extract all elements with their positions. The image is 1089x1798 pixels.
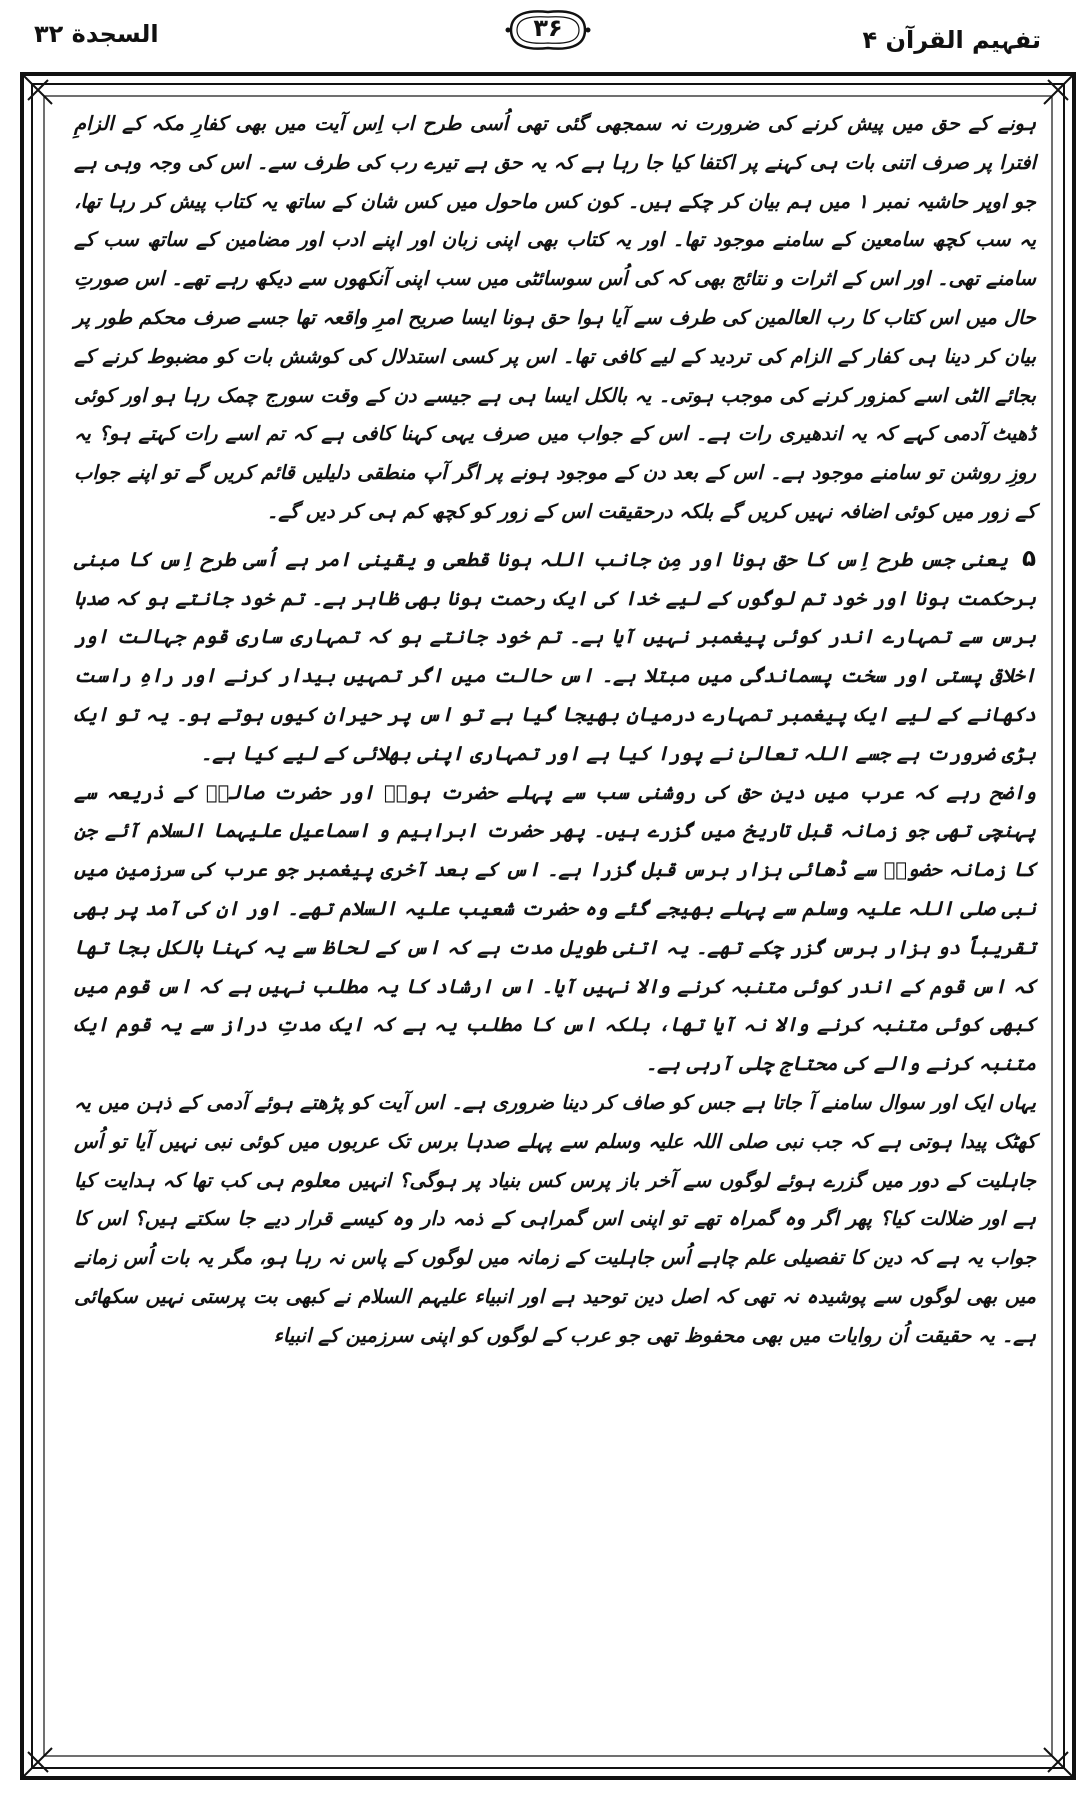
paragraph	[74, 540, 1036, 774]
surah-label: السجدة ۳۲	[34, 20, 159, 48]
running-header	[0, 0, 1089, 70]
paragraph-text: واضح رہے کہ عرب میں دینِ حق کی روشنی سب سے پہلے حضرت ہودؑ اور حضرت صالحؑ کے ذریعہ سے پہنچی تھی جو زمانہ قبل تاریخ میں گزرے ہیں۔ پھر حضرت ابراہیم و اسماعیل علیہما السلام آئے جن کا زمانہ حضورؐ سے ڈھائی ہزار برس قبل گزرا ہے۔ اس کے بعد آخری پیغمبر جو عرب کی سرزمین میں نبی صلی اللہ علیہ وسلم سے پہلے بھیجے گئے وہ حضرت شعیب علیہ السلام تھے۔ اور ان کی آمد پر بھی تقریباً دو ہزار برس گزر چکے تھے۔ یہ اتنی طویل مدت ہے کہ اس کے لحاظ سے یہ کہنا بالکل بجا تھا کہ اس قوم کے اندر کوئی متنبہ کرنے والا نہیں آیا۔ اس ارشاد کا یہ مطلب نہیں ہے کہ اس قوم میں کبھی کوئی متنبہ کرنے والا نہ آیا تھا، بلکہ اس کا مطلب یہ ہے کہ ایک مدتِ دراز سے یہ قوم ایک متنبہ کرنے والے کی محتاج چلی آرہی ہے۔	[74, 780, 1036, 1076]
page-number: ۳۶	[533, 14, 563, 42]
paragraph-text: یہاں ایک اور سوال سامنے آ جاتا ہے جس کو صاف کر دینا ضروری ہے۔ اس آیت کو پڑھتے ہوئے آدمی کے ذہن میں یہ کھٹک پیدا ہوتی ہے کہ جب نبی صلی اللہ علیہ وسلم سے پہلے صدہا برس تک عربوں میں کوئی نبی نہیں آیا تو اُس جاہلیت کے دور میں گزرے ہوئے لوگوں سے آخر باز پرس کس بنیاد پر ہوگی؟ انہیں معلوم ہی کب تھا کہ ہدایت کیا ہے اور ضلالت کیا؟ پھر اگر وہ گمراہ تھے تو اپنی اس گمراہی کے ذمہ دار وہ کیسے قرار دیے جا سکتے ہیں؟ اس کا جواب یہ ہے کہ دین کا تفصیلی علم چاہے اُس جاہلیت کے زمانہ میں لوگوں کے پاس نہ رہا ہو، مگر یہ بات اُس زمانے میں بھی لوگوں سے پوشیدہ نہ تھی کہ اصل دین توحید ہے اور انبیاء علیہم السلام نے کبھی بت پرستی نہیں سکھائی ہے۔ یہ حقیقت اُن روایات میں بھی محفوظ تھی جو عرب کے لوگوں کو اپنی سرزمین کے انبیاء	[74, 1090, 1036, 1347]
paragraph	[74, 774, 1036, 1084]
book-title: تفہیم القرآن ۴	[862, 26, 1041, 54]
paragraph	[74, 105, 1036, 532]
paragraph-text: ہونے کے حق میں پیش کرنے کی ضرورت نہ سمجھی گئی تھی اُسی طرح اب اِس آیت میں بھی کفارِ مکہ کے الزامِ افترا پر صرف اتنی بات ہی کہنے پر اکتفا کیا جا رہا ہے کہ یہ حق ہے تیرے رب کی طرف سے۔ اس کی وجہ وہی ہے جو اوپر حاشیہ نمبر ۱ میں ہم بیان کر چکے ہیں۔ کون کس ماحول میں کس شان کے ساتھ یہ کتاب پیش کر رہا تھا، یہ سب کچھ سامعین کے سامنے موجود تھا۔ اور یہ کتاب بھی اپنی زبان اور اپنے ادب اور مضامین کے ساتھ سب کے سامنے تھی۔ اور اس کے اثرات و نتائج بھی کہ کی اُس سوسائٹی میں سب اپنی آنکھوں سے دیکھ رہے تھے۔ اس صورتِ حال میں اس کتاب کا رب العالمین کی طرف سے آیا ہوا حق ہونا ایسا صریح امرِ واقعہ تھا جسے صرف محکم طور پر بیان کر دینا ہی کفار کے الزام کی تردید کے لیے کافی تھا۔ اس پر کسی استدلال کی کوشش بات کو مضبوط کرنے کے بجائے الٹی اسے کمزور کرنے کی موجب ہوتی۔ یہ بالکل ایسا ہی ہے جیسے دن کے وقت سورج چمک رہا ہو اور کوئی ڈھیٹ آدمی کہے کہ یہ اندھیری رات ہے۔ اس کے جواب میں صرف یہی کہنا کافی ہے کہ تم اسے رات کہتے ہو؟ یہ روزِ روشن تو سامنے موجود ہے۔ اس کے بعد دن کے موجود ہونے پر اگر آپ منطقی دلیلیں قائم کریں گے تو اپنے جواب کے زور میں کوئی اضافہ نہیں کریں گے بلکہ درحقیقت اس کے زور کو کچھ کم ہی کر دیں گے۔	[74, 112, 1036, 523]
page-number-badge	[505, 6, 591, 54]
footnote-marker: ۵	[1021, 545, 1037, 572]
paragraph-text: یعنی جس طرح اِس کا حق ہونا اور مِن جانب اللہ ہونا قطعی و یقینی امر ہے اُسی طرح اِس کا مبنی برحکمت ہونا اور خود تم لوگوں کے لیے خدا کی ایک رحمت ہونا بھی ظاہر ہے۔ تم خود جانتے ہو کہ صدہا برس سے تمہارے اندر کوئی پیغمبر نہیں آیا ہے۔ تم خود جانتے ہو کہ تمہاری ساری قوم جہالت اور اخلاقی پستی اور سخت پسماندگی میں مبتلا ہے۔ اس حالت میں اگر تمہیں بیدار کرنے اور راہِ راست دکھانے کے لیے ایک پیغمبر تمہارے درمیان بھیجا گیا ہے تو اس پر حیران کیوں ہوتے ہو۔ یہ تو ایک بڑی ضرورت ہے جسے اللہ تعالیٰ نے پورا کیا ہے اور تمہاری اپنی بھلائی کے لیے کیا ہے۔	[74, 547, 1036, 765]
commentary-text	[74, 105, 1036, 1356]
paragraph	[74, 1084, 1036, 1356]
